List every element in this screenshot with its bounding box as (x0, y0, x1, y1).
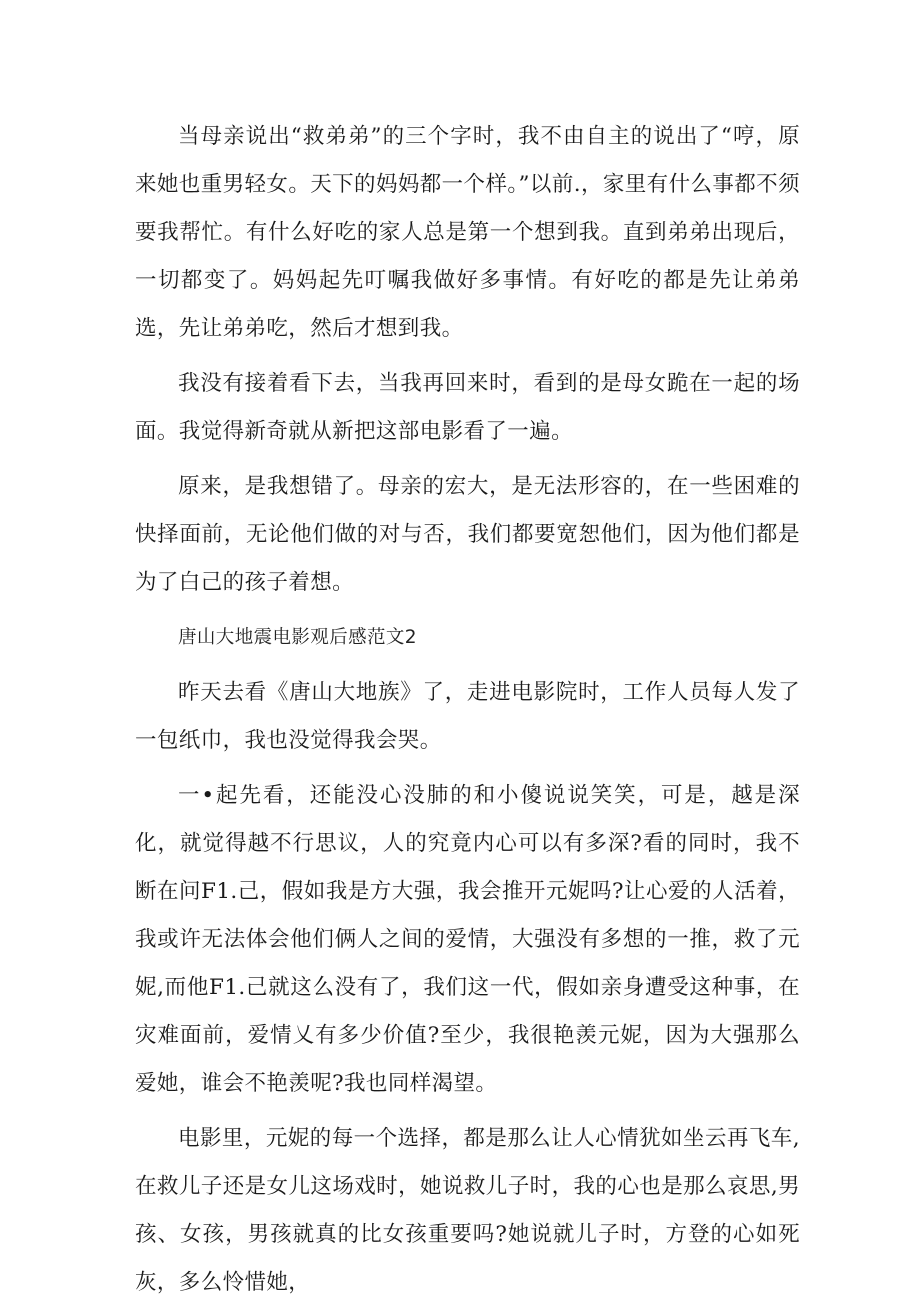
paragraph: 昨天去看《唐山大地族》了，走进电影院时，工作人员每人发了一包纸巾，我也没觉得我会哭。 (135, 680, 800, 753)
paragraph: 当母亲说出“救弟弟”的三个字时，我不由自主的说出了“哼，原来她也重男轻女。天下的妈妈都一个样。”以前.，家里有什么事都不须要我帮忙。有什么好吃的家人总是第一个想到我。直到弟弟出现后，一切都变了。妈妈起先叮嘱我做好多事情。有好吃的都是先让弟弟选，先让弟弟吃，然后才想到我。 (135, 124, 800, 341)
paragraph: 一•起先看，还能没心没肺的和小傻说说笑笑，可是，越是深化，就觉得越不行思议，人的究竟内心可以有多深?看的同时，我不断在问F1.己，假如我是方大强，我会推开元妮吗?让心爱的人活着，我或许无法体会他们俩人之间的爱情，大强没有多想的一推，救了元妮,而他F1.己就这么没有了，我们这一代，假如亲身遭受这种事，在灾难面前，爱情乂有多少价值?至少，我很艳羡元妮，因为大强那么爱她，谁会不艳羡呢?我也同样渴望。 (135, 783, 800, 1096)
paragraph: 电影里，元妮的每一个选择，都是那么让人心情犹如坐云再飞车,在救儿子还是女儿这场戏时，她说救儿子时，我的心也是那么哀思,男孩、女孩，男孩就真的比女孩重要吗?她说就儿子时，方登的心如死灰，多么怜惜她， (135, 1126, 800, 1295)
document-body (135, 113, 800, 1314)
section-heading: 唐山大地震电影观后感范文2 (178, 627, 417, 648)
paragraph: 我没有接着看下去，当我再回来时，看到的是母女跪在一起的场面。我觉得新奇就从新把这部电影看了一遍。 (135, 371, 800, 444)
paragraph: 原来，是我想错了。母亲的宏大，是无法形容的，在一些困难的快择面前，无论他们做的对与否，我们都要宽恕他们，因为他们都是为了白己的孩子着想。 (135, 474, 800, 595)
